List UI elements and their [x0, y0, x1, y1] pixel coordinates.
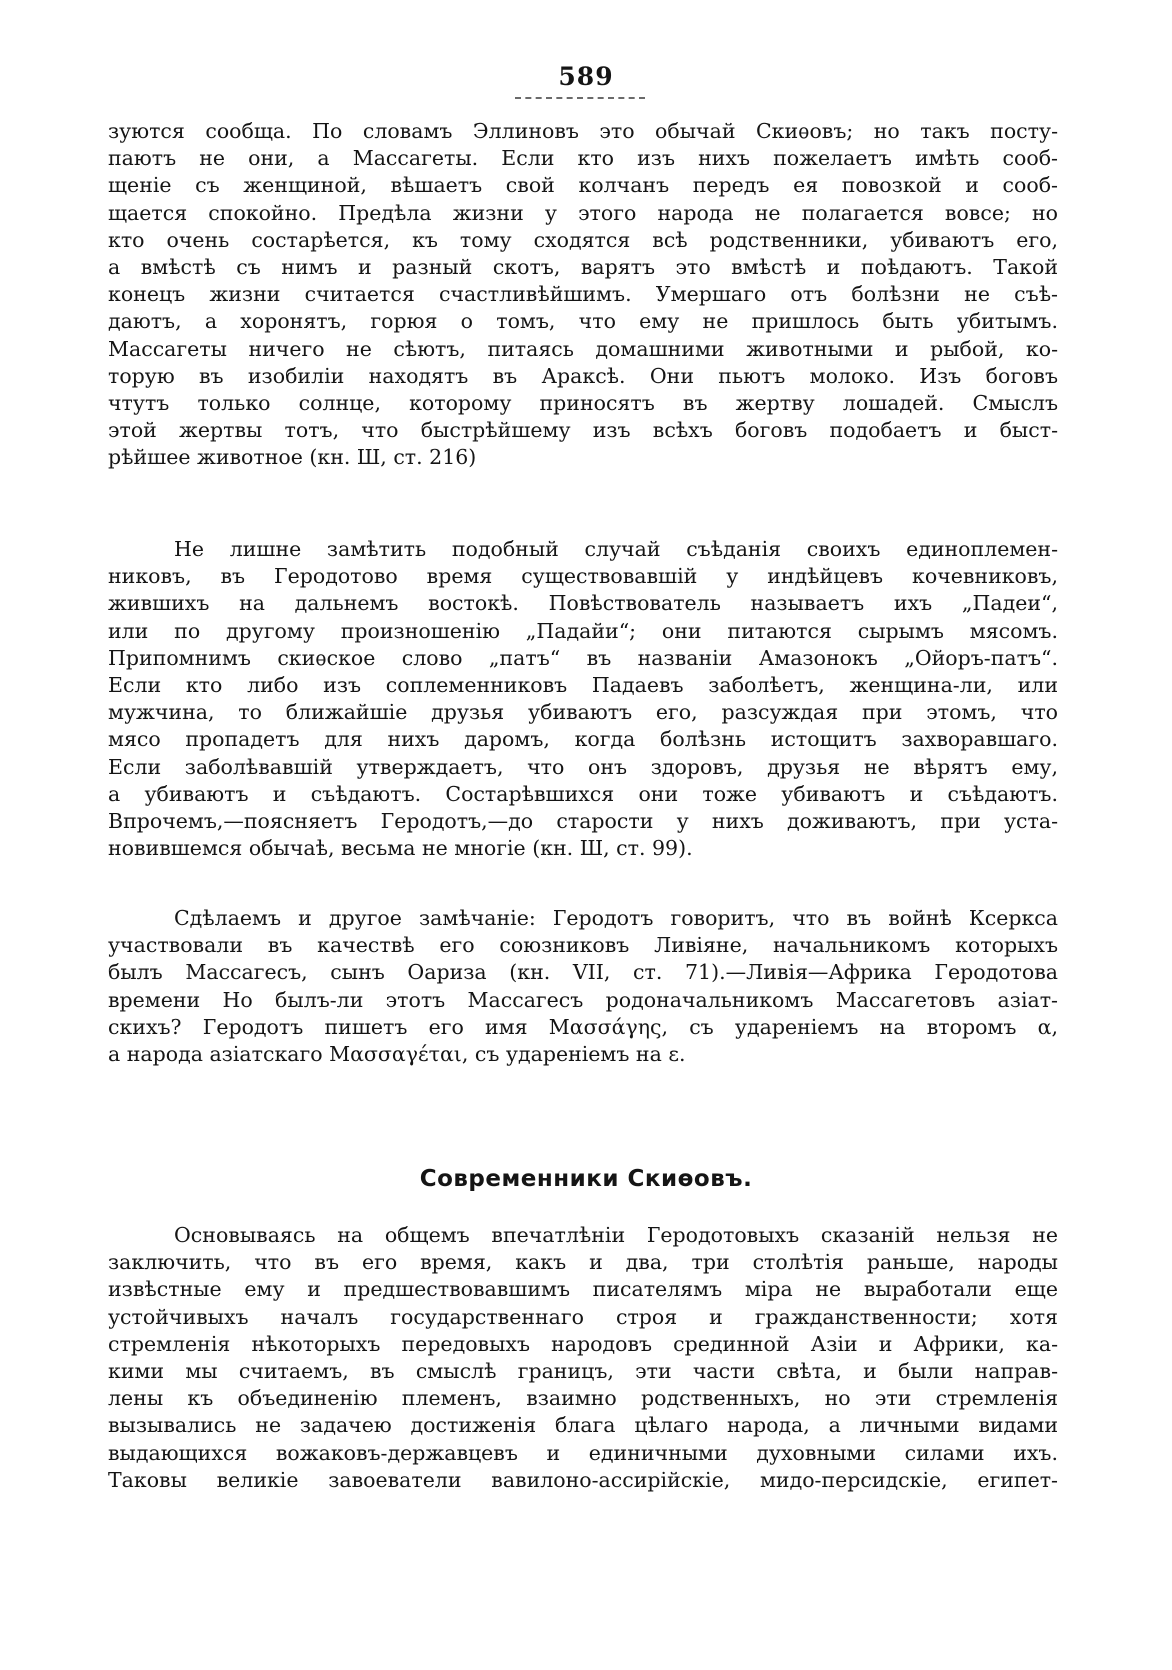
text-line: даютъ, а хоронятъ, горюя о томъ, что ему не пришлось быть убитымъ. [108, 309, 1058, 334]
text-line: Если заболѣвавшій утверждаетъ, что онъ здоровъ, друзья не вѣрятъ ему, [108, 754, 1058, 779]
text-line: мужчина, то ближайшіе друзья убиваютъ его, разсуждая при этомъ, что [108, 700, 1058, 725]
text-line: зуются сообща. По словамъ Эллиновъ это обычай Скиѳовъ; но такъ посту- [108, 119, 1058, 143]
text-line: вызывались не задачею достиженія блага цѣлаго народа, а личными видами [108, 1413, 1058, 1438]
text-line: былъ Массагесъ, сынъ Оариза (кн. VII, ст. 71).—Ливія—Африка Геродотова [108, 960, 1058, 985]
text-line: Если кто либо изъ соплеменниковъ Падаевъ заболѣетъ, женщина-ли, или [108, 672, 1058, 697]
text-line: устойчивыхъ началъ государственнаго строя и гражданственности; хотя [108, 1304, 1058, 1329]
text-line: щеніе съ женщиной, вѣшаетъ свой колчанъ передъ ея повозкой и сооб- [108, 173, 1058, 198]
text-line: Сдѣлаемъ и другое замѣчаніе: Геродотъ говоритъ, что въ войнѣ Ксеркса [174, 906, 1058, 930]
text-line: а вмѣстѣ съ нимъ и разный скотъ, варятъ это вмѣстѣ и поѣдаютъ. Такой [108, 254, 1058, 279]
text-line: а народа азіатскаго Μασσαγέται, съ удареніемъ на ε. [108, 1041, 686, 1066]
text-line: скихъ? Геродотъ пишетъ его имя Μασσάγης, съ удареніемъ на второмъ α, [108, 1014, 1058, 1039]
text-line: паютъ не они, а Массагеты. Если кто изъ нихъ пожелаетъ имѣть сооб- [108, 146, 1058, 171]
text-line: чтутъ только солнце, которому приносятъ въ жертву лошадей. Смыслъ [108, 390, 1058, 415]
text-line: новившемся обычаѣ, весьма не многіе (кн. Ш, ст. 99). [108, 836, 693, 861]
text-line: жившихъ на дальнемъ востокѣ. Повѣствователь называетъ ихъ „Падеи“, [108, 591, 1058, 616]
text-line: времени Но былъ-ли этотъ Массагесъ родоначальникомъ Массагетовъ азіат- [108, 987, 1058, 1012]
paragraph-1 [108, 118, 1058, 471]
page-number: 589 [558, 62, 614, 91]
text-line: этой жертвы тотъ, что быстрѣйшему изъ всѣхъ боговъ подобаетъ и быст- [108, 418, 1058, 443]
text-line: мясо пропадетъ для нихъ даромъ, когда болѣзнь истощитъ захворавшаго. [108, 727, 1058, 752]
page-number-rule [515, 97, 645, 99]
text-line: кто очень состарѣется, къ тому сходятся всѣ родственники, убиваютъ его, [108, 227, 1058, 252]
paragraph-2 [108, 536, 1058, 862]
text-line: щается спокойно. Предѣла жизни у этого народа не полагается вовсе; но [108, 200, 1058, 225]
text-line: Не лишне замѣтить подобный случай съѣданія своихъ единоплемен- [174, 537, 1058, 561]
text-line: Основываясь на общемъ впечатлѣніи Геродотовыхъ сказаній нельзя не [174, 1223, 1058, 1247]
text-line: выдающихся вожаковъ-державцевъ и единичными духовными силами ихъ. [108, 1440, 1058, 1465]
text-line: Припомнимъ скиѳское слово „патъ“ въ названіи Амазонокъ „Ойоръ-патъ“. [108, 645, 1058, 670]
text-line: участвовали въ качествѣ его союзниковъ Ливіяне, начальникомъ которыхъ [108, 933, 1058, 958]
text-line: кими мы считаемъ, въ смыслѣ границъ, эти части свѣта, и были направ- [108, 1358, 1058, 1383]
section-heading: Современники Скиѳовъ. [419, 1166, 753, 1192]
text-line: Впрочемъ,—поясняетъ Геродотъ,—до старости у нихъ доживаютъ, при уста- [108, 808, 1058, 833]
paragraph-3 [108, 905, 1058, 1068]
text-line: стремленія нѣкоторыхъ передовыхъ народовъ срединной Азіи и Африки, ка- [108, 1331, 1058, 1356]
text-line: торую въ изобиліи находятъ въ Араксѣ. Они пьютъ молоко. Изъ боговъ [108, 363, 1058, 388]
text-line: заключить, что въ его время, какъ и два, три столѣтія раньше, народы [108, 1250, 1058, 1275]
text-line: извѣстные ему и предшествовавшимъ писателямъ міра не выработали еще [108, 1277, 1058, 1302]
text-line: конецъ жизни считается счастливѣйшимъ. Умершаго отъ болѣзни не съѣ- [108, 282, 1058, 307]
text-line: Массагеты ничего не сѣютъ, питаясь домашними животными и рыбой, ко- [108, 336, 1058, 361]
text-line: рѣйшее животное (кн. Ш, ст. 216) [108, 445, 477, 470]
paragraph-4 [108, 1222, 1058, 1494]
text-line: а убиваютъ и съѣдаютъ. Состарѣвшихся они тоже убиваютъ и съѣдаютъ. [108, 781, 1058, 806]
text-line: Таковы великіе завоеватели вавилоно-ассирійскіе, мидо-персидскіе, египет- [108, 1467, 1058, 1492]
text-line: никовъ, въ Геродотово время существовавшій у индѣйцевъ кочевниковъ, [108, 564, 1058, 589]
text-line: или по другому произношенію „Падайи“; они питаются сырымъ мясомъ. [108, 618, 1058, 643]
text-line: лены къ объединенію племенъ, взаимно родственныхъ, но эти стремленія [108, 1386, 1058, 1411]
